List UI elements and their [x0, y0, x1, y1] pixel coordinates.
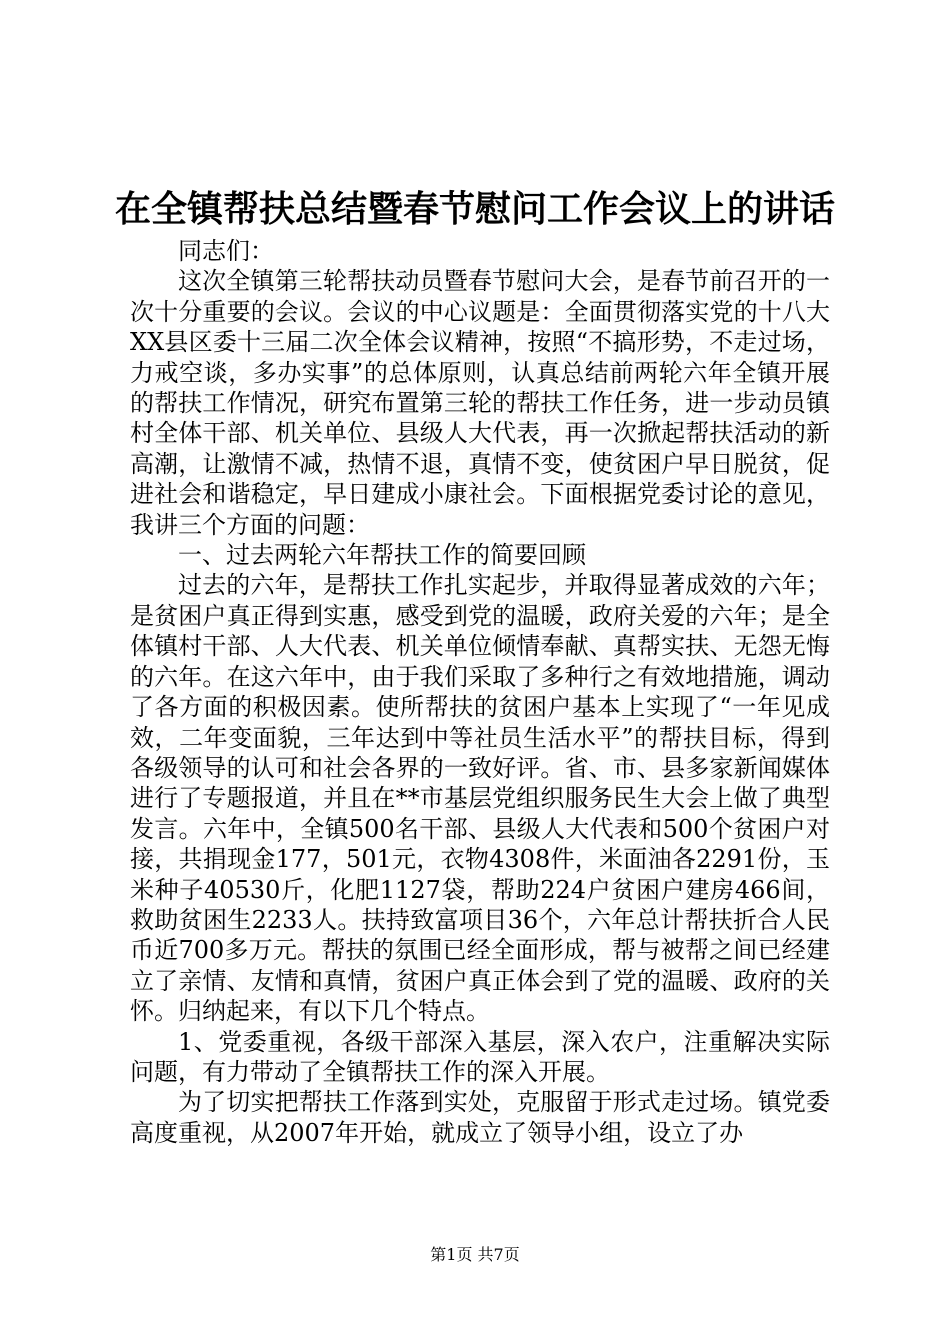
document-title: 在全镇帮扶总结暨春节慰问工作会议上的讲话	[114, 188, 835, 230]
paragraph-intro: 这次全镇第三轮帮扶动员暨春节慰问大会，是春节前召开的一次十分重要的会议。会议的中心议题是：全面贯彻落实党的十八大XX县区委十三届二次全体会议精神，按照“不搞形势，不走过场，力戒空谈，多办实事”的总体原则，认真总结前两轮六年全镇开展的帮扶工作情况，研究布置第三轮的帮扶工作任务，进一步动员镇村全体干部、机关单位、县级人大代表，再一次掀起帮扶活动的新高潮，让激情不减，热情不退，真情不变，使贫困户早日脱贫，促进社会和谐稳定，早日建成小康社会。下面根据党委讨论的意见，我讲三个方面的问题：	[130, 267, 830, 539]
point-heading: 1、党委重视，各级干部深入基层，深入农户，注重解决实际问题，有力带动了全镇帮扶工作的深入开展。	[130, 1027, 830, 1086]
document-body	[130, 236, 830, 1148]
salutation: 同志们：	[178, 237, 274, 265]
section-heading: 一、过去两轮六年帮扶工作的简要回顾	[178, 541, 586, 570]
paragraph-review: 过去的六年，是帮扶工作扎实起步，并取得显著成效的六年；是贫困户真正得到实惠，感受到党的温暖，政府关爱的六年；是全体镇村干部、人大代表、机关单位倾情奉献、真帮实扶、无怨无悔的六年。在这六年中，由于我们采取了多种行之有效地措施，调动了各方面的积极因素。使所帮扶的贫困户基本上实现了“一年见成效，二年变面貌，三年达到中等社员生活水平”的帮扶目标，得到各级领导的认可和社会各界的一致好评。省、市、县多家新闻媒体进行了专题报道，并且在**市基层党组织服务民生大会上做了典型发言。六年中，全镇500名干部、县级人大代表和500个贫困户对接，共捐现金177，501元，衣物4308件，米面油各2291份，玉米种子40530斤，化肥1127袋，帮助224户贫困户建房466间，救助贫困生2233人。扶持致富项目36个，六年总计帮扶折合人民币近700多万元。帮扶的氛围已经全面形成，帮与被帮之间已经建立了亲情、友情和真情，贫困户真正体会到了党的温暖、政府的关怀。归纳起来，有以下几个特点。	[130, 571, 830, 1026]
page-footer: 第1页 共7页	[430, 1245, 520, 1264]
paragraph-point: 为了切实把帮扶工作落到实处，克服留于形式走过场。镇党委高度重视，从2007年开始，就成立了领导小组，设立了办	[130, 1088, 830, 1147]
